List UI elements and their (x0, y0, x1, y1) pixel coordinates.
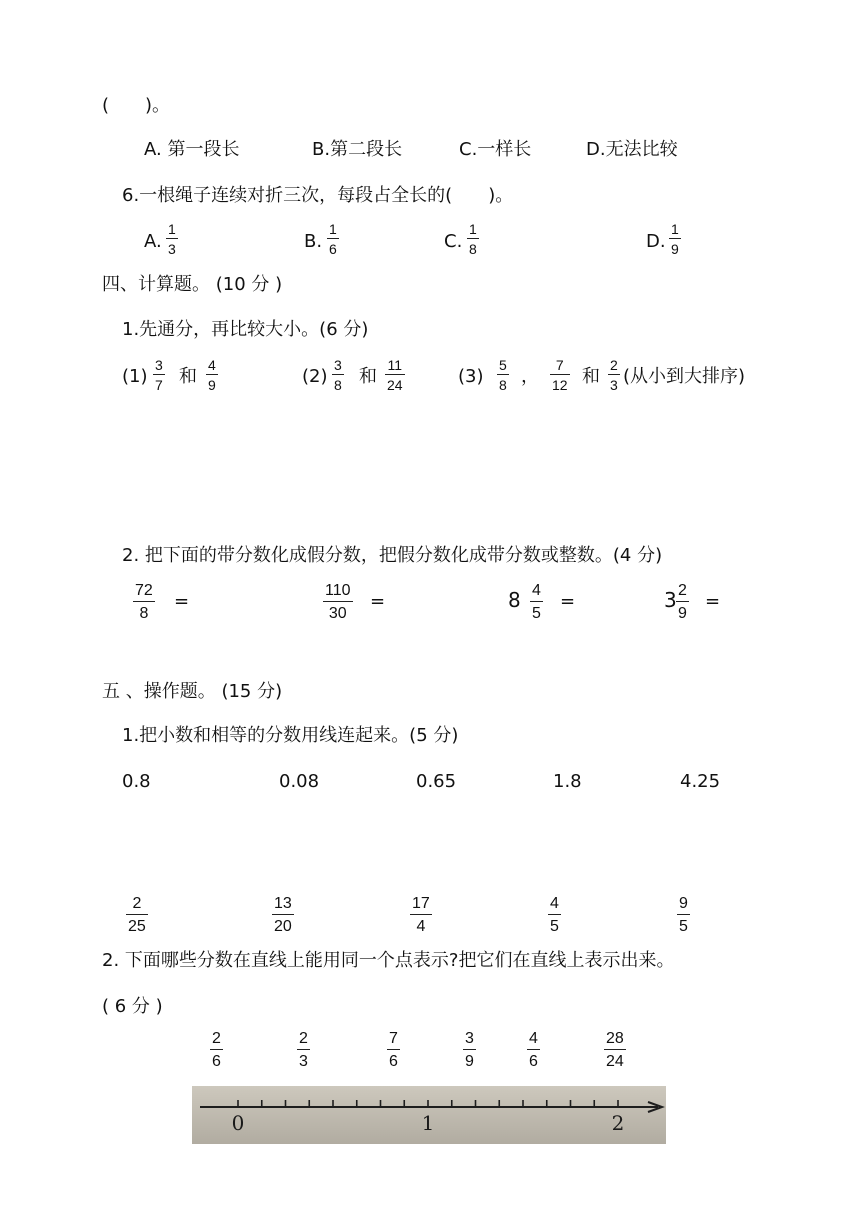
denominator: 25 (128, 918, 146, 935)
s4-q2-item1-fraction (133, 581, 155, 623)
s5-q2-fraction (527, 1029, 540, 1071)
q6-option-c-fraction (467, 221, 479, 257)
numerator: 4 (208, 357, 216, 373)
denominator: 24 (606, 1053, 624, 1070)
denominator: 8 (334, 377, 342, 393)
s4-q1-p2-label: (2) (302, 366, 328, 387)
s5-q2-fraction (297, 1029, 310, 1071)
denominator: 5 (679, 918, 688, 935)
number-line-image (192, 1086, 666, 1144)
numerator: 1 (329, 221, 337, 237)
denominator: 8 (139, 605, 149, 622)
s5-q1-stem: 1.把小数和相等的分数用线连起来。(5 分) (122, 725, 459, 746)
q5-option-b: B.第二段长 (312, 139, 403, 160)
q6-option-a-fraction (166, 221, 178, 257)
denominator: 7 (155, 377, 163, 393)
q6-stem: 6.一根绳子连续对折三次，每段占全长的( )。 (122, 185, 514, 206)
denominator: 3 (168, 241, 176, 257)
numerator: 7 (555, 357, 564, 373)
denominator: 9 (671, 241, 679, 257)
s4-q1-p2-and: 和 (359, 366, 377, 387)
numerator: 4 (550, 895, 559, 912)
s4-q2-stem: 2. 把下面的带分数化成假分数，把假分数化成带分数或整数。(4 分) (122, 545, 663, 566)
numerator: 2 (678, 582, 687, 599)
s5-q1-fraction (126, 894, 148, 936)
denominator: 6 (529, 1053, 538, 1070)
q5-option-c: C.一样长 (459, 139, 532, 160)
denominator: 9 (465, 1053, 474, 1070)
denominator: 3 (299, 1053, 308, 1070)
s4-q2-item4-fraction (676, 581, 689, 623)
numerator: 72 (135, 582, 153, 599)
s5-q2-score: ( 6 分 ) (102, 996, 163, 1017)
s4-q2-item1-equals: = (174, 591, 190, 612)
s4-q1-p3-fraction-b (550, 357, 570, 393)
q5-stem-end: ( )。 (102, 95, 171, 116)
numerator: 17 (412, 895, 430, 912)
s4-q1-p1-fraction-a (153, 357, 165, 393)
number-line-label: 1 (421, 1111, 435, 1135)
s4-q2-item4-equals: = (705, 591, 721, 612)
denominator: 8 (469, 241, 477, 257)
q6-option-c-letter: C. (444, 231, 463, 252)
denominator: 6 (212, 1053, 221, 1070)
s4-q1-p3-fraction-c (608, 357, 620, 393)
q6-option-d-fraction (669, 221, 681, 257)
s4-q1-p1-and: 和 (179, 366, 197, 387)
s5-q1-decimal: 0.08 (279, 771, 320, 792)
s5-q2-stem: 2. 下面哪些分数在直线上能用同一个点表示?把它们在直线上表示出来。 (102, 950, 675, 971)
number-line-label: 2 (611, 1111, 625, 1135)
s4-q1-p3-fraction-a (497, 357, 509, 393)
numerator: 2 (132, 895, 142, 912)
denominator: 3 (610, 377, 618, 393)
s5-q1-fraction (272, 894, 294, 936)
numerator: 11 (387, 357, 403, 373)
denominator: 5 (550, 918, 559, 935)
denominator: 5 (532, 605, 541, 622)
q5-option-a: A. 第一段长 (144, 139, 240, 160)
s5-q1-fraction (677, 894, 690, 936)
number-line-label: 0 (231, 1111, 245, 1135)
section4-title: 四、计算题。 (10 分 ) (102, 274, 283, 295)
numerator: 1 (168, 221, 176, 237)
s4-q2-item2-fraction (323, 581, 353, 623)
section5-title: 五 、操作题。 (15 分) (102, 681, 283, 702)
numerator: 4 (532, 582, 541, 599)
s4-q2-item4-whole: 3 (664, 588, 677, 612)
s5-q1-fraction (548, 894, 561, 936)
s5-q1-fraction (410, 894, 432, 936)
numerator: 2 (299, 1030, 308, 1047)
numerator: 7 (389, 1030, 398, 1047)
q6-option-d-letter: D. (646, 231, 666, 252)
s4-q1-p1-fraction-b (206, 357, 218, 393)
q5-option-d: D.无法比较 (586, 139, 678, 160)
s4-q1-p3-comma: ， (521, 366, 539, 387)
numerator: 2 (610, 357, 618, 373)
q6-option-a-letter: A. (144, 231, 162, 252)
numerator: 5 (499, 357, 507, 373)
s5-q1-decimal: 0.8 (122, 771, 151, 792)
denominator: 4 (416, 918, 426, 935)
numerator: 1 (469, 221, 477, 237)
numerator: 3 (465, 1030, 474, 1047)
denominator: 9 (678, 605, 687, 622)
denominator: 30 (328, 605, 347, 622)
s4-q1-p2-fraction-a (332, 357, 344, 393)
denominator: 24 (387, 377, 403, 393)
numerator: 28 (606, 1030, 624, 1047)
numerator: 3 (334, 357, 342, 373)
numerator: 9 (679, 895, 688, 912)
numerator: 4 (529, 1030, 538, 1047)
numerator: 3 (155, 357, 163, 373)
denominator: 6 (329, 241, 337, 257)
s4-q1-stem: 1.先通分，再比较大小。(6 分) (122, 319, 369, 340)
s5-q2-fraction (604, 1029, 626, 1071)
s4-q2-item2-equals: = (370, 591, 386, 612)
s4-q1-p1-label: (1) (122, 366, 148, 387)
s5-q1-decimal: 4.25 (680, 771, 721, 792)
numerator: 110 (325, 582, 351, 599)
s4-q1-p3-note: (从小到大排序) (623, 366, 746, 387)
s5-q2-fraction (463, 1029, 476, 1071)
s5-q1-decimal: 0.65 (416, 771, 457, 792)
s4-q2-item3-fraction (530, 581, 543, 623)
numerator: 13 (274, 895, 292, 912)
numerator: 1 (671, 221, 679, 237)
numerator: 2 (212, 1030, 221, 1047)
s4-q1-p2-fraction-b (385, 357, 405, 393)
s4-q1-p3-and: 和 (582, 366, 600, 387)
q6-option-b-fraction (327, 221, 339, 257)
denominator: 9 (208, 377, 216, 393)
s4-q2-item3-equals: = (560, 591, 576, 612)
s5-q2-fraction (387, 1029, 400, 1071)
s4-q2-item3-whole: 8 (508, 588, 521, 612)
denominator: 6 (389, 1053, 398, 1070)
denominator: 8 (499, 377, 507, 393)
s5-q1-decimal: 1.8 (553, 771, 582, 792)
number-line (192, 1086, 666, 1144)
s5-q2-fraction (210, 1029, 223, 1071)
s4-q1-p3-label: (3) (458, 366, 484, 387)
denominator: 12 (552, 377, 568, 393)
q6-option-b-letter: B. (304, 231, 323, 252)
denominator: 20 (274, 918, 292, 935)
